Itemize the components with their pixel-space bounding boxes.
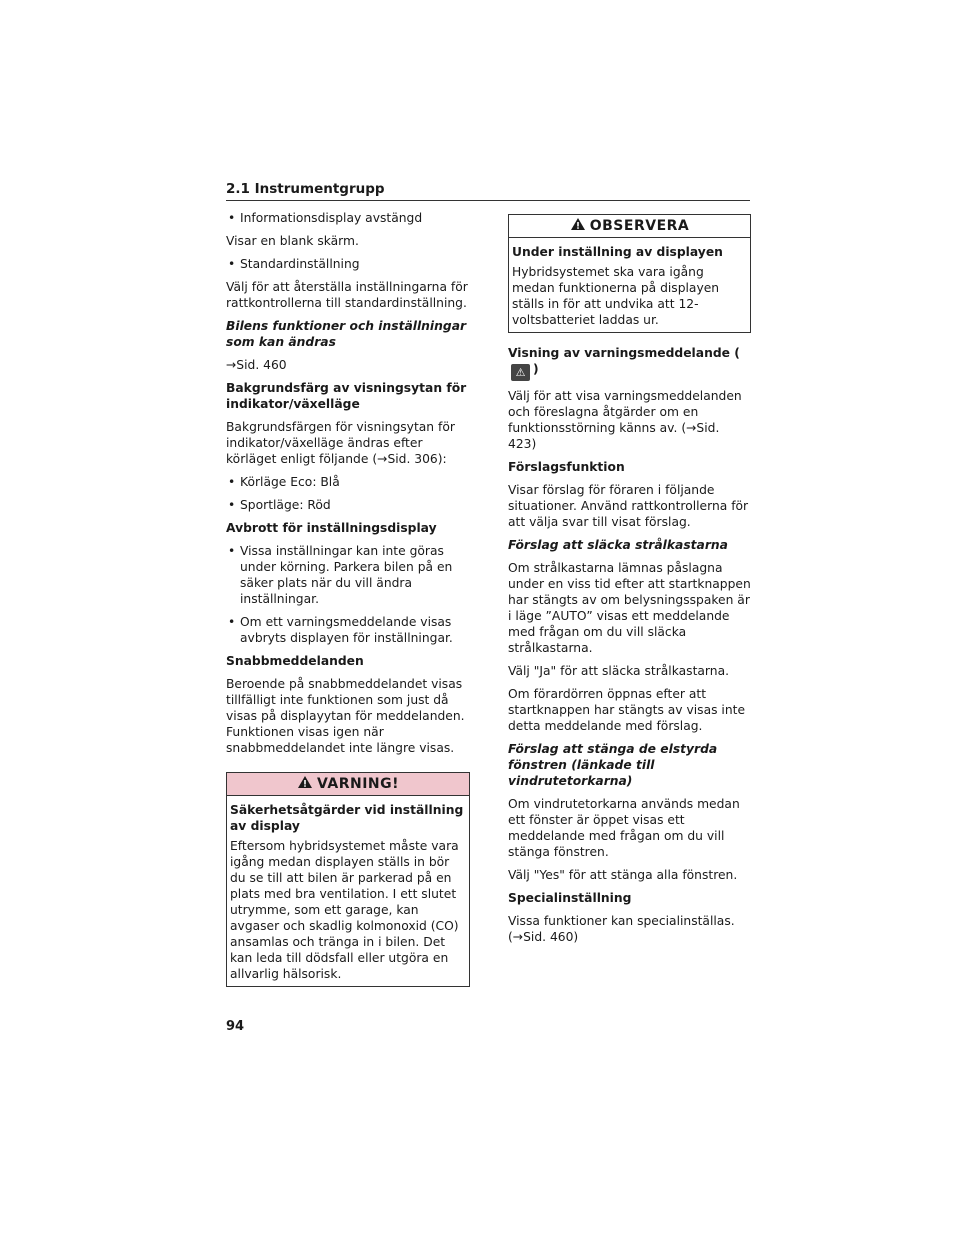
warning-symbol-icon: ⚠ [511,364,530,381]
heading: Bakgrundsfärg av visningsytan för indikator/växelläge [226,381,467,411]
notice-title: OBSERVERA [589,218,690,234]
left-column [226,210,470,987]
subheading: Förslag att stänga de elstyrda fönstren (länkade till vindrutetorkarna) [508,742,718,788]
section-header [226,178,750,201]
paragraph: Om förardörren öppnas efter att startknappen har stängts av visas inte detta meddelande med förslag. [508,687,746,733]
caution-icon [570,217,586,235]
bullet-sport: • Sportläge: Röd [226,497,470,513]
right-column [508,214,751,952]
bullet-info-display-off: • Informationsdisplay avstängd [226,210,470,226]
warning-body [227,796,469,986]
paragraph: Vissa funktioner kan specialinställas. (→Sid. 460) [508,914,735,944]
warning-text: Eftersom hybridsystemet måste vara igång medan displayen ställs in bör du se till att bilen är parkerad på en plats med bra ventilation. I ett slutet utrymme, som ett garage, kan avgaser och skadlig kolmonoxid (CO) ansamlas och tränga in i bilen. Det kan leda till dödsfall eller utgöra en allvarlig hälsorisk. [230,839,459,981]
section-title: 2.1 Instrumentgrupp [226,181,385,197]
heading: Avbrott för inställningsdisplay [226,521,437,535]
warning-box [226,772,470,987]
bullet-warning-message: • Om ett varningsmeddelande visas avbryts displayen för inställningar. [226,614,470,646]
paragraph: Visar en blank skärm. [226,234,359,248]
bullet-eco: • Körläge Eco: Blå [226,474,470,490]
warning-heading: Säkerhetsåtgärder vid inställning av display [230,803,464,833]
heading-text: Visning av varningsmeddelande ( [508,346,740,360]
warning-title: VARNING! [316,776,400,792]
notice-text: Hybridsystemet ska vara igång medan funktionerna på displayen ställs in för att undvika att 12-voltsbatteriet laddas ur. [512,265,720,327]
bullet-default-setting: • Standardinställning [226,256,470,272]
subheading: Bilens funktioner och inställningar som kan ändras [226,319,467,349]
paragraph: Om vindrutetorkarna används medan ett fönster är öppet visas ett meddelande med frågan om du vill stänga fönstren. [508,797,740,859]
heading: Snabbmeddelanden [226,654,364,668]
notice-heading: Under inställning av displayen [512,245,723,259]
page-reference: →Sid. 460 [226,358,287,372]
paragraph: Välj "Yes" för att stänga alla fönstren. [508,868,738,882]
paragraph: Om strålkastarna lämnas påslagna under en viss tid efter att startknappen har stängts av om belysningsspaken är i läge ”AUTO” visas ett meddelande med frågan om du vill släcka strålkastarna. [508,561,751,655]
heading: Förslagsfunktion [508,460,625,474]
paragraph: Beroende på snabbmeddelandet visas tillfälligt inte funktionen som just då visas på displayytan för meddelanden. Funktionen visas igen när snabbmeddelandet inte längre visas. [226,677,465,755]
paragraph: Visar förslag för föraren i följande situationer. Använd rattkontrollerna för att välja svar till visat förslag. [508,483,749,529]
paragraph: Välj för att återställa inställningarna för rattkontrollerna till standardinställning. [226,280,468,310]
paragraph: Välj för att visa varningsmeddelanden och föreslagna åtgärder om en funktionsstörning känns av. (→Sid. 423) [508,389,742,451]
warning-title-bar [227,773,469,796]
page-number: 94 [226,1019,245,1034]
warning-triangle-icon [297,775,313,793]
notice-body [509,238,750,332]
bullet-settings-driving: • Vissa inställningar kan inte göras under körning. Parkera bilen på en säker plats när du vill ändra inställningar. [226,543,470,607]
subheading: Förslag att släcka strålkastarna [508,538,728,552]
heading-text-end: ) [533,362,539,376]
paragraph: Välj "Ja" för att släcka strålkastarna. [508,664,730,678]
heading: Specialinställning [508,891,632,905]
notice-title-bar [509,215,750,238]
notice-box [508,214,751,333]
heading-warning-messages [508,345,751,381]
paragraph: Bakgrundsfärgen för visningsytan för indikator/växelläge ändras efter körläget enligt följande (→Sid. 306): [226,420,455,466]
